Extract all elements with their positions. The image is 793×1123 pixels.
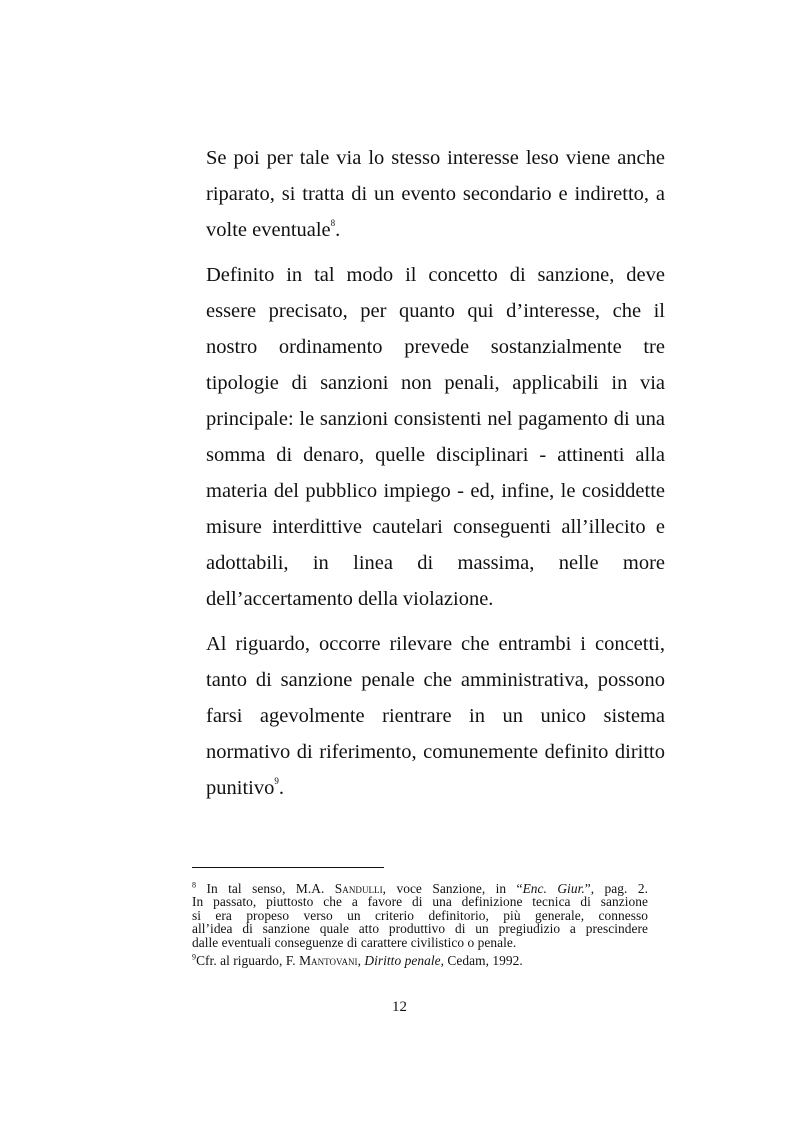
footnote-8: [192, 882, 648, 949]
author-name: Mantovani: [299, 953, 358, 969]
text-line: nostro ordinamento prevede sostanzialmente tre: [206, 336, 665, 358]
text-fragment: .: [278, 777, 284, 799]
text-line: Se poi per tale via lo stesso interesse leso viene anche: [206, 147, 665, 169]
footnote-9: [192, 954, 648, 967]
footnote-reference[interactable]: 9: [274, 776, 279, 787]
footnote-line: [192, 954, 648, 967]
footnotes: [192, 882, 648, 972]
text-line: tipologie di sanzioni non penali, applicabili in via: [206, 372, 665, 394]
text-line: Definito in tal modo il concetto di sanzione, deve: [206, 264, 665, 286]
text-fragment: , Cedam, 1992.: [440, 953, 523, 969]
footnote-reference[interactable]: 8: [330, 218, 336, 229]
text-line: somma di denaro, quelle disciplinari - attinenti alla: [206, 444, 665, 466]
paragraph-1: [192, 140, 665, 248]
footnote-number: 9: [192, 952, 197, 962]
text-line: normativo di riferimento, comunemente definito diritto: [206, 741, 665, 763]
text-line: adottabili, in linea di massima, nelle more: [206, 552, 665, 574]
text-line: farsi agevolmente rientrare in un unico sistema: [206, 705, 665, 727]
text-line: Al riguardo, occorre rilevare che entrambi i concetti,: [206, 633, 665, 655]
text-line: tanto di sanzione penale che amministrativa, possono: [206, 669, 665, 691]
text-fragment: ,: [357, 953, 365, 969]
text-fragment: Cfr. al riguardo, F.: [196, 953, 300, 969]
footnote-line: In passato, piuttosto che a favore di una definizione tecnica di sanzione: [192, 894, 648, 910]
publication-title: Enc. Giur.: [522, 881, 585, 896]
footnote-separator: [192, 867, 384, 868]
page-number: 12: [392, 999, 407, 1015]
paragraph-3: [192, 626, 665, 806]
footnote-line: si era propeso verso un criterio definitorio, più generale, connesso: [192, 907, 648, 923]
text-fragment: volte eventuale: [206, 219, 331, 241]
text-fragment: punitivo: [206, 777, 275, 799]
text-line: riparato, si tratta di un evento secondario e indiretto, a: [206, 183, 665, 205]
footnote-line: [192, 882, 648, 895]
body-text: [192, 140, 665, 815]
text-line: essere precisato, per quanto qui d’interesse, che il: [206, 300, 665, 322]
text-fragment: , voce Sanzione, in “: [382, 881, 523, 896]
text-line: dell’accertamento della violazione.: [206, 588, 494, 610]
publication-title: Diritto penale: [364, 953, 441, 969]
footnote-line: all’idea di sanzione quale atto produttivo di un pregiudizio a prescindere: [192, 921, 648, 937]
text-fragment: .: [335, 219, 341, 241]
text-fragment: ”, pag. 2.: [584, 881, 648, 896]
footnote-number: 8: [192, 880, 197, 890]
author-name: Sandulli: [334, 881, 383, 896]
text-fragment: In tal senso, M.A.: [196, 881, 335, 896]
text-line: materia del pubblico impiego - ed, infine, le cosiddette: [206, 480, 665, 502]
text-line: [192, 212, 665, 248]
text-line: [192, 770, 665, 806]
text-line: principale: le sanzioni consistenti nel pagamento di una: [206, 408, 665, 430]
paragraph-2: [192, 257, 665, 617]
text-line: misure interdittive cautelari conseguenti all’illecito e: [206, 516, 665, 538]
footnote-line: dalle eventuali conseguenze di carattere civilistico o penale.: [192, 934, 517, 950]
